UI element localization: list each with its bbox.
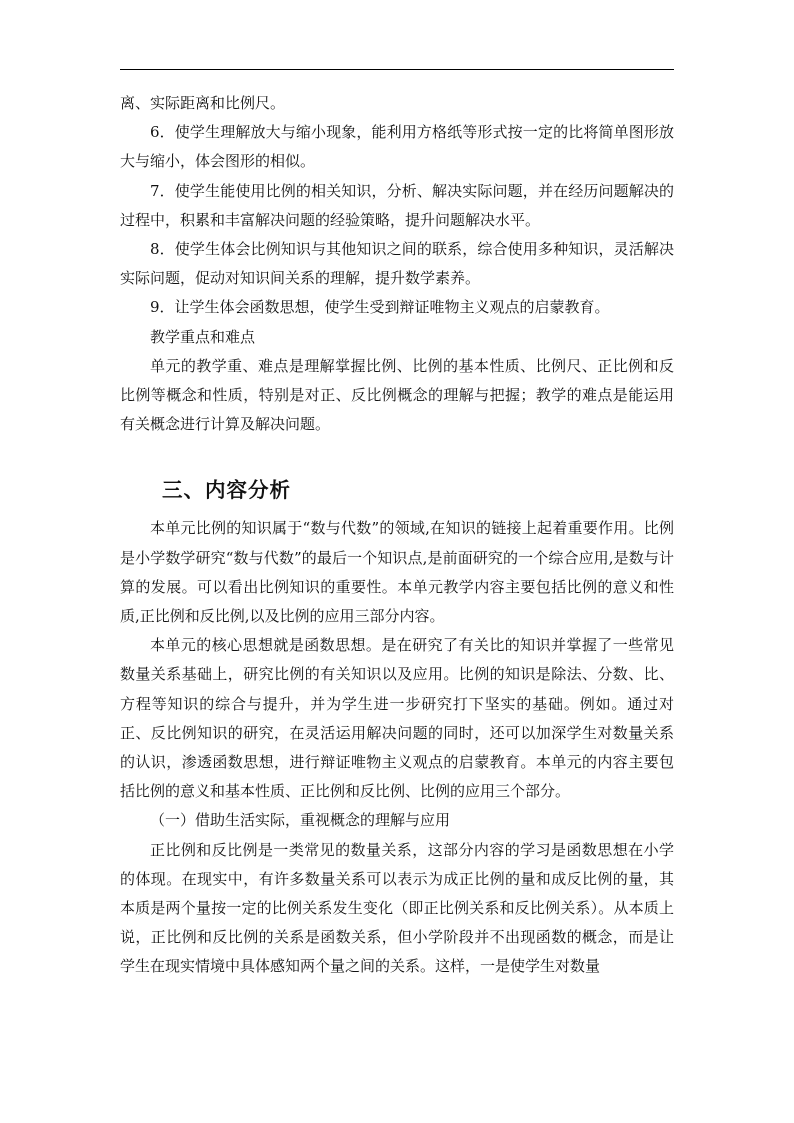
final-paragraph: 正比例和反比例是一类常见的数量关系，这部分内容的学习是函数思想在小学的体现。在现实中，有许多数量关系可以表示为成正比例的量和成反比例的量，其本质是两个量按一定的比例关系发生变化（即正比例关系和反比例关系）。从本质上说，正比例和反比例的关系是函数关系，但小学阶段并不出现函数的概念，而是让学生在现实情境中具体感知两个量之间的关系。这样，一是使学生对数量 xyxy=(120,840,674,976)
key-points-text: 单元的教学重、难点是理解掌握比例、比例的基本性质、比例尺、正比例和反比例等概念和性质，特别是对正、反比例概念的理解与把握；教学的难点是能运用有关概念进行计算及解决问题。 xyxy=(120,356,674,434)
section-title: 三、内容分析 xyxy=(162,478,291,503)
analysis-paragraph-2: 本单元的核心思想就是函数思想。是在研究了有关比的知识并掌握了一些常见数量关系基础上，研究比例的有关知识以及应用。比例的知识是除法、分数、比、方程等知识的综合与提升，并为学生进一步研究打下坚实的基础。例如。通过对正、反比例知识的研究，在灵活运用解决问题的同时，还可以加深学生对数量关系的认识，渗透函数思想，进行辩证唯物主义观点的启蒙教育。本单元的内容主要包括比例的意义和基本性质、正比例和反比例、比例的应用三个部分。 xyxy=(120,636,674,801)
analysis-paragraph-1: 本单元比例的知识属于“数与代数”的领域,在知识的链接上起着重要作用。比例是小学数学研究“数与代数”的最后一个知识点,是前面研究的一个综合应用,是数与计算的发展。可以看出比例知识的重要性。本单元教学内容主要包括比例的意义和性质,正比例和反比例,以及比例的应用三部分内容。 xyxy=(120,519,674,626)
header-rule xyxy=(120,69,674,70)
continuation-text: 离、实际距离和比例尺。 xyxy=(120,94,286,112)
subheading: （一）借助生活实际，重视概念的理解与应用 xyxy=(150,811,451,830)
objective-8: 8．使学生体会比例知识与其他知识之间的联系，综合使用多种知识，灵活解决实际问题，促动对知识间关系的理解，提升数学素养。 xyxy=(120,240,674,288)
objective-7: 7．使学生能使用比例的相关知识，分析、解决实际问题，并在经历问题解决的过程中，积累和丰富解决问题的经验策略，提升问题解决水平。 xyxy=(120,181,674,229)
objective-9: 9．让学生体会函数思想，使学生受到辩证唯物主义观点的启蒙教育。 xyxy=(150,298,610,317)
key-points-heading: 教学重点和难点 xyxy=(150,327,256,346)
page-content xyxy=(120,89,674,982)
objective-6: 6．使学生理解放大与缩小现象，能利用方格纸等形式按一定的比将简单图形放大与缩小，体会图形的相似。 xyxy=(120,123,674,171)
